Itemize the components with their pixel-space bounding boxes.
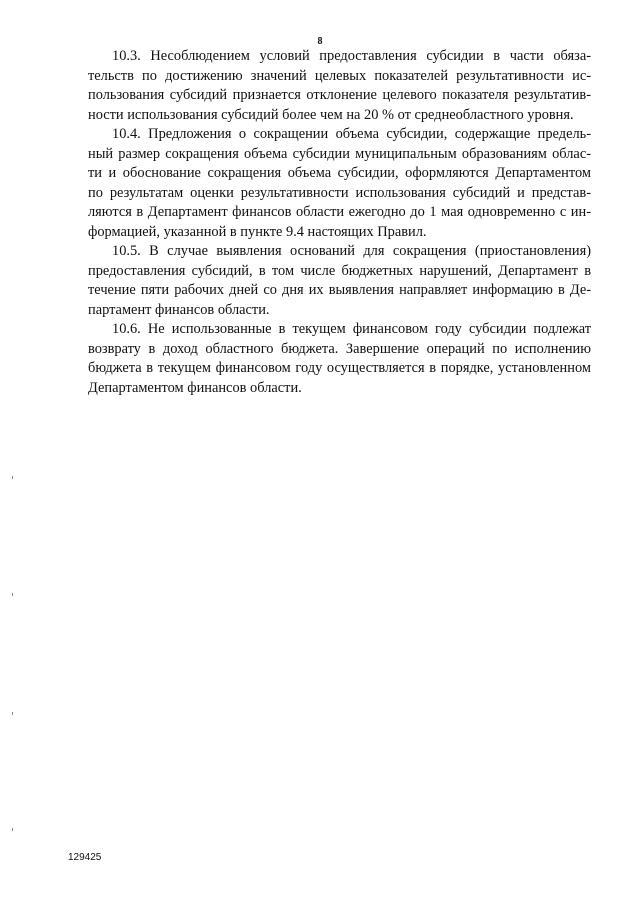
text-line: ный размер сокращения объема субсидии муниципальным образованиям облас- (88, 145, 591, 162)
text-line: течение пяти рабочих дней со дня их выявления направляет информацию в Де- (88, 282, 591, 298)
paragraph-10-3 (88, 47, 591, 125)
scan-mark (12, 712, 13, 715)
page-number: 8 (317, 36, 323, 47)
text-line: Департаментом финансов области. (88, 379, 302, 396)
text-line: формацией, указанной в пункте 9.4 настоящих Правил. (88, 223, 427, 240)
scan-mark (12, 828, 13, 831)
paragraph-10-6 (88, 320, 591, 398)
text-line: пользования субсидий признается отклонение целевого показателя результатив- (88, 87, 591, 103)
text-line: возврату в доход областного бюджета. Завершение операций по исполнению (88, 340, 591, 357)
text-line: бюджета в текущем финансовом году осуществляется в порядке, установленном (88, 360, 591, 376)
text-line: ти и обоснование сокращения объема субсидии, оформляются Департаментом (88, 165, 591, 181)
text-line: 10.4. Предложения о сокращении объема субсидии, содержащие предель- (112, 126, 591, 142)
paragraph-10-4 (88, 125, 591, 242)
document-body (88, 47, 591, 398)
document-code: 129425 (68, 852, 102, 863)
text-line: по результатам оценки результативности использования субсидий и представ- (88, 184, 591, 201)
scan-mark (12, 476, 13, 479)
text-line: ности использования субсидий более чем на 20 % от среднеобластного уровня. (88, 106, 574, 123)
text-line: партамент финансов области. (88, 301, 270, 318)
scan-mark (12, 593, 13, 596)
text-line: предоставления субсидий, в том числе бюджетных нарушений, Департамент в (88, 262, 591, 279)
paragraph-10-5 (88, 242, 591, 320)
text-line: 10.6. Не использованные в текущем финансовом году субсидии подлежат (112, 321, 591, 337)
text-line: 10.5. В случае выявления оснований для сокращения (приостановления) (112, 243, 591, 259)
text-line: тельств по достижению значений целевых показателей результативности ис- (88, 67, 591, 84)
text-line: ляются в Департамент финансов области ежегодно до 1 мая одновременно с ин- (88, 204, 591, 220)
text-line: 10.3. Несоблюдением условий предоставления субсидии в части обяза- (112, 48, 591, 64)
